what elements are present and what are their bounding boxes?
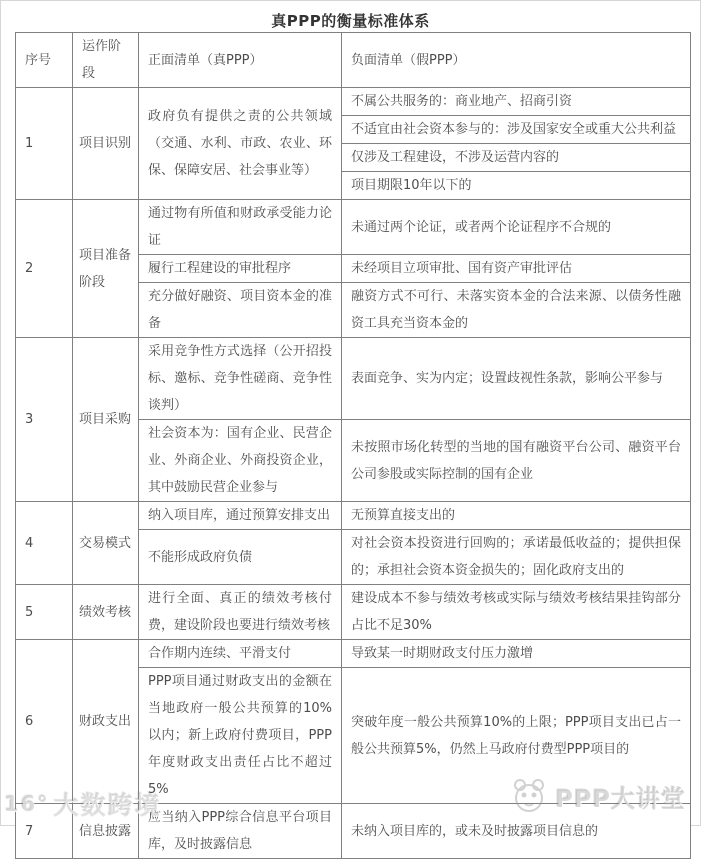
table-row <box>16 640 691 668</box>
negative-cell: 未通过两个论证，或者两个论证程序不合规的 <box>342 200 691 255</box>
positive-cell: 应当纳入PPP综合信息平台项目库，及时披露信息 <box>139 804 342 859</box>
positive-cell: 通过物有所值和财政承受能力论证 <box>139 200 342 255</box>
stage-cell: 项目识别 <box>73 88 139 200</box>
table-row <box>16 200 691 255</box>
column-header-positive: 正面清单（真PPP） <box>139 33 342 88</box>
negative-cell: 表面竞争、实为内定；设置歧视性条款，影响公平参与 <box>342 338 691 420</box>
negative-cell: 项目期限10年以下的 <box>342 172 691 200</box>
negative-cell: 仅涉及工程建设，不涉及运营内容的 <box>342 144 691 172</box>
column-header-no: 序号 <box>16 33 73 88</box>
positive-cell: 纳入项目库，通过预算安排支出 <box>139 502 342 530</box>
negative-cell: 对社会资本投资进行回购的；承诺最低收益的；提供担保的；承担社会资本资金损失的；固化政府支出的 <box>342 530 691 585</box>
negative-cell: 不适宜由社会资本参与的：涉及国家安全或重大公共利益 <box>342 116 691 144</box>
positive-cell: 进行全面、真正的绩效考核付费，建设阶段也要进行绩效考核 <box>139 585 342 640</box>
ppp-standards-table <box>15 32 691 859</box>
positive-cell: 充分做好融资、项目资本金的准备 <box>139 283 342 338</box>
page-title: 真PPP的衡量标准体系 <box>271 12 430 30</box>
negative-cell: 融资方式不可行、未落实资本金的合法来源、以债务性融资工具充当资本金的 <box>342 283 691 338</box>
stage-cell: 项目准备阶段 <box>73 200 139 338</box>
negative-cell: 无预算直接支出的 <box>342 502 691 530</box>
table-row <box>16 585 691 640</box>
row-no: 6 <box>16 640 73 804</box>
negative-cell: 建设成本不参与绩效考核或实际与绩效考核结果挂钩部分占比不足30% <box>342 585 691 640</box>
row-no: 1 <box>16 88 73 200</box>
negative-cell: 未纳入项目库的，或未及时披露项目信息的 <box>342 804 691 859</box>
positive-cell: 不能形成政府负债 <box>139 530 342 585</box>
positive-cell: 履行工程建设的审批程序 <box>139 255 342 283</box>
negative-cell: 导致某一时期财政支付压力激增 <box>342 640 691 668</box>
positive-cell: 社会资本为：国有企业、民营企业、外商企业、外商投资企业，其中鼓励民营企业参与 <box>139 420 342 502</box>
row-no: 5 <box>16 585 73 640</box>
watermark-left-logo: 16° <box>4 792 50 816</box>
stage-cell: 项目采购 <box>73 338 139 502</box>
positive-cell: 政府负有提供之责的公共领域（交通、水利、市政、农业、环保、保障安居、社会事业等） <box>139 88 342 200</box>
table-row <box>16 338 691 420</box>
row-no: 3 <box>16 338 73 502</box>
stage-cell: 财政支出 <box>73 640 139 804</box>
row-no: 4 <box>16 502 73 585</box>
watermark-left-text: 大数跨境 <box>53 791 162 820</box>
table-row <box>16 804 691 859</box>
table-row <box>16 88 691 116</box>
column-header-negative: 负面清单（假PPP） <box>342 33 691 88</box>
stage-cell: 绩效考核 <box>73 585 139 640</box>
positive-cell: PPP项目通过财政支出的金额在当地政府一般公共预算的10%以内；新上政府付费项目，PPP年度财政支出责任占比不超过5% <box>139 668 342 804</box>
negative-cell: 不属公共服务的：商业地产、招商引资 <box>342 88 691 116</box>
row-no: 7 <box>16 804 73 859</box>
positive-cell: 采用竞争性方式选择（公开招投标、邀标、竞争性磋商、竞争性谈判） <box>139 338 342 420</box>
watermark-right-text: PPP大讲堂 <box>555 784 686 813</box>
negative-cell: 未按照市场化转型的当地的国有融资平台公司、融资平台公司参股或实际控制的国有企业 <box>342 420 691 502</box>
table-row <box>16 502 691 530</box>
row-no: 2 <box>16 200 73 338</box>
stage-cell: 交易模式 <box>73 502 139 585</box>
negative-cell: 未经项目立项审批、国有资产审批评估 <box>342 255 691 283</box>
header-row <box>16 33 691 88</box>
negative-cell: 突破年度一般公共预算10%的上限；PPP项目支出已占一般公共预算5%，仍然上马政府付费型PPP项目的 <box>342 668 691 804</box>
column-header-stage: 运作阶段 <box>73 33 139 88</box>
positive-cell: 合作期内连续、平滑支付 <box>139 640 342 668</box>
stage-cell: 信息披露 <box>73 804 139 859</box>
